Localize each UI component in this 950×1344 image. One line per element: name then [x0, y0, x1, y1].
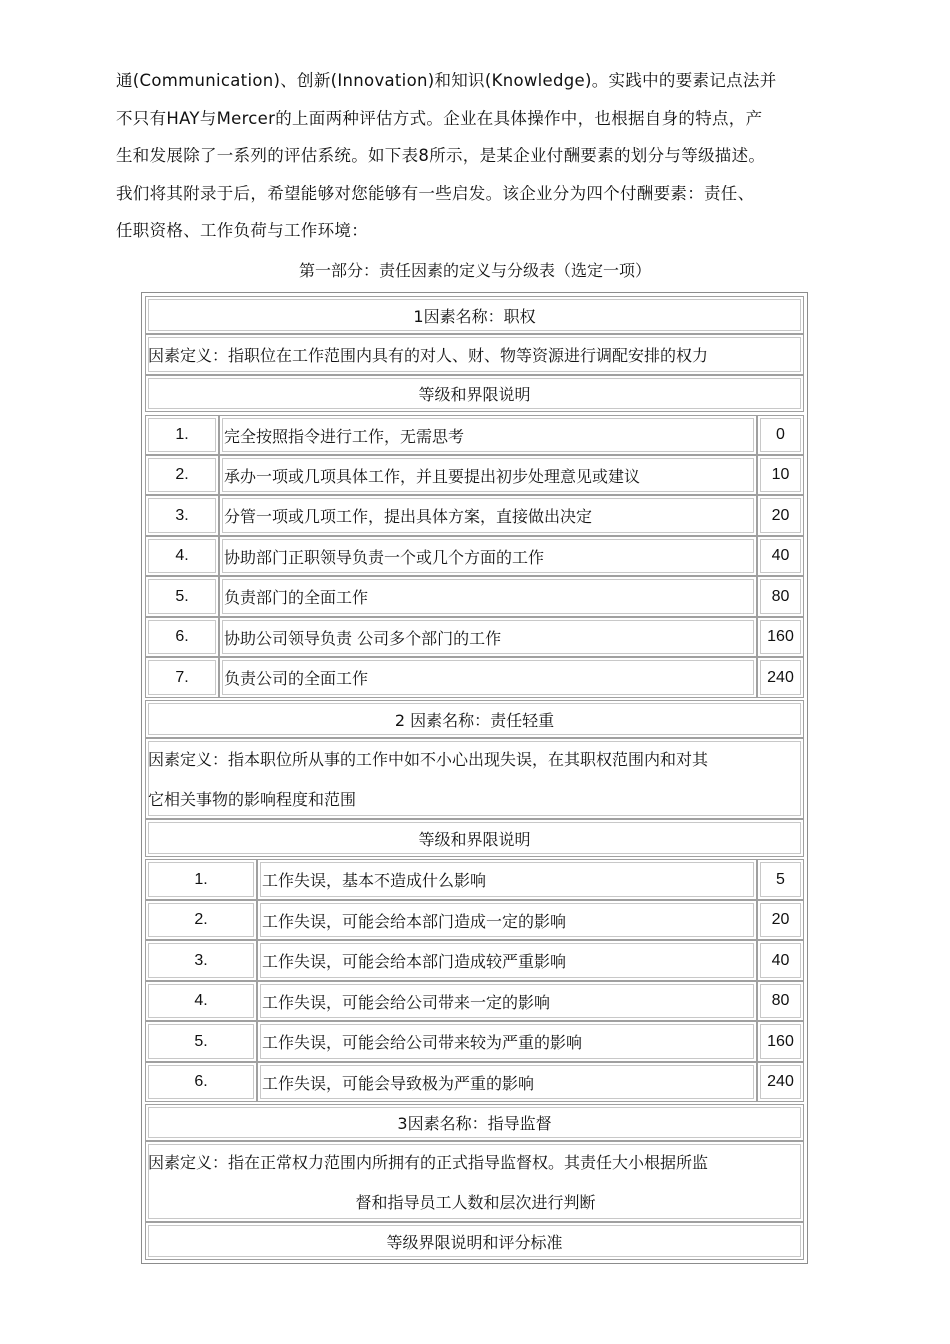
- level-score: 40: [757, 536, 804, 576]
- factor-3-levels-header: 等级界限说明和评分标准: [145, 1222, 804, 1260]
- table-row: [145, 576, 804, 617]
- level-description: 完全按照指令进行工作，无需思考: [219, 415, 757, 455]
- level-description: 工作失误，可能会给公司带来较为严重的影响: [257, 1021, 757, 1062]
- level-number: 6.: [145, 617, 219, 657]
- table-row: [145, 617, 804, 657]
- level-description: 分管一项或几项工作，提出具体方案，直接做出决定: [219, 495, 757, 536]
- level-score: 10: [757, 455, 804, 495]
- factor-2-definition: [145, 738, 804, 819]
- table-row: [145, 455, 804, 495]
- table-row: [145, 900, 804, 940]
- level-number: 6.: [145, 1062, 257, 1102]
- level-score: 80: [757, 576, 804, 617]
- table-row: [145, 415, 804, 455]
- level-score: 160: [757, 1021, 804, 1062]
- factor-1-name: 1因素名称：职权: [145, 296, 804, 334]
- factor-3-definition: [145, 1141, 804, 1222]
- level-score: 40: [757, 940, 804, 981]
- level-number: 4.: [145, 536, 219, 576]
- level-number: 2.: [145, 455, 219, 495]
- level-number: 7.: [145, 657, 219, 698]
- table-row: [145, 940, 804, 981]
- level-score: 240: [757, 657, 804, 698]
- factor-1-definition: [145, 334, 804, 375]
- level-description: 工作失误，可能会导致极为严重的影响: [257, 1062, 757, 1102]
- level-score: 240: [757, 1062, 804, 1102]
- table-row: [145, 981, 804, 1021]
- table-row: [145, 859, 804, 900]
- level-description: 承办一项或几项具体工作，并且要提出初步处理意见或建议: [219, 455, 757, 495]
- intro-paragraph: [116, 62, 846, 250]
- level-score: 0: [757, 415, 804, 455]
- definition-line: 因素定义：指在正常权力范围内所拥有的正式指导监督权。其责任大小根据所监: [148, 1153, 709, 1172]
- factor-2-levels-header: 等级和界限说明: [145, 819, 804, 857]
- factor-2-name: 2 因素名称：责任轻重: [145, 700, 804, 738]
- intro-line: 我们将其附录于后，希望能够对您能够有一些启发。该企业分为四个付酬要素：责任、: [116, 183, 755, 203]
- definition-line: 因素定义：指职位在工作范围内具有的对人、财、物等资源进行调配安排的权力: [148, 346, 709, 365]
- level-number: 2.: [145, 900, 257, 940]
- level-description: 负责部门的全面工作: [219, 576, 757, 617]
- definition-line: 因素定义：指本职位所从事的工作中如不小心出现失误，在其职权范围内和对其: [148, 750, 709, 769]
- level-description: 协助部门正职领导负责一个或几个方面的工作: [219, 536, 757, 576]
- level-number: 3.: [145, 495, 219, 536]
- level-score: 80: [757, 981, 804, 1021]
- level-description: 工作失误，基本不造成什么影响: [257, 859, 757, 900]
- table-caption: 第一部分：责任因素的定义与分级表（选定一项）: [298, 261, 651, 280]
- level-description: 工作失误，可能会给本部门造成较严重影响: [257, 940, 757, 981]
- level-description: 工作失误，可能会给公司带来一定的影响: [257, 981, 757, 1021]
- intro-line: 生和发展除了一系列的评估系统。如下表8所示，是某企业付酬要素的划分与等级描述。: [116, 146, 766, 165]
- table-row: [145, 495, 804, 536]
- table-row: [145, 536, 804, 576]
- definition-line: 督和指导员工人数和层次进行判断: [355, 1193, 596, 1212]
- level-score: 160: [757, 617, 804, 657]
- intro-line: 通(Communication)、创新(Innovation)和知识(Knowledge)。实践中的要素记点法并: [116, 71, 777, 90]
- level-number: 1.: [145, 859, 257, 900]
- level-score: 20: [757, 495, 804, 536]
- table-row: [145, 657, 804, 698]
- factor-3-name: 3因素名称：指导监督: [145, 1104, 804, 1141]
- table-row: [145, 1021, 804, 1062]
- level-number: 1.: [145, 415, 219, 455]
- level-number: 5.: [145, 1021, 257, 1062]
- level-number: 4.: [145, 981, 257, 1021]
- level-description: 工作失误，可能会给本部门造成一定的影响: [257, 900, 757, 940]
- level-number: 3.: [145, 940, 257, 981]
- level-score: 5: [757, 859, 804, 900]
- table-row: [145, 1062, 804, 1102]
- intro-line: 任职资格、工作负荷与工作环境：: [116, 221, 368, 240]
- level-description: 协助公司领导负责 公司多个部门的工作: [219, 617, 757, 657]
- level-description: 负责公司的全面工作: [219, 657, 757, 698]
- definition-line: 它相关事物的影响程度和范围: [148, 790, 357, 809]
- intro-line: 不只有HAY与Mercer的上面两种评估方式。企业在具体操作中，也根据自身的特点，产: [116, 108, 763, 128]
- level-number: 5.: [145, 576, 219, 617]
- factor-1-levels-header: 等级和界限说明: [145, 375, 804, 412]
- level-score: 20: [757, 900, 804, 940]
